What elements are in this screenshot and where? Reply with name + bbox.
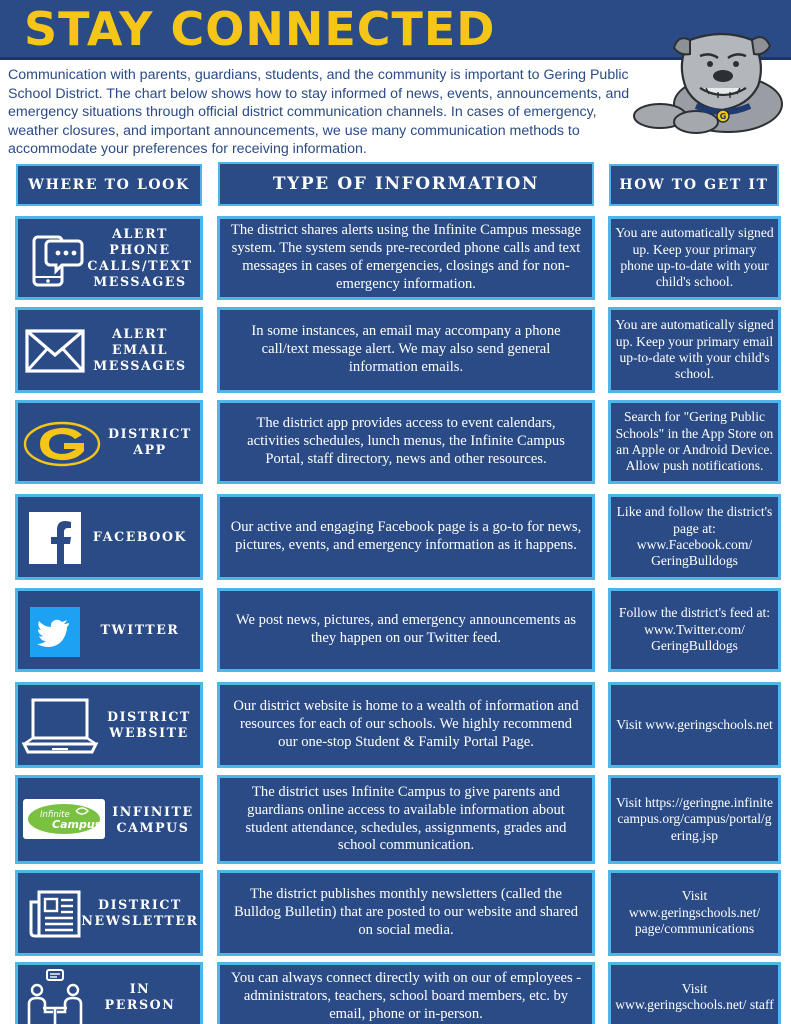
info-description: The district uses Infinite Campus to give parents and guardians online access to available information about student attendance, schedules, assignments, grades and school communication.: [217, 775, 595, 864]
channel-label: ALERT PHONE CALLS/TEXT MESSAGES: [87, 226, 193, 289]
info-description: In some instances, an email may accompany a phone call/text message alert. We may also send general information emails.: [217, 307, 595, 393]
intro-paragraph: Communication with parents, guardians, students, and the community is important to Gering Public School District. The chart below shows how to stay informed of news, events, announcements, and emergency situations through official district communication channels. In cases of emergency, weather closures, and important announcements, we use many communication methods to accommodate your preferences for receiving information.: [8, 67, 630, 158]
channel-label: INFINITE CAMPUS: [112, 803, 194, 835]
svg-text:G: G: [719, 112, 727, 121]
twitter-icon: [24, 601, 86, 663]
channel-infinite-campus: [15, 775, 203, 864]
info-description: We post news, pictures, and emergency announcements as they happen on our Twitter feed.: [217, 588, 595, 672]
channel-label: DISTRICT APP: [108, 426, 192, 457]
channel-alert-email: [15, 307, 203, 393]
laptop-icon: [20, 695, 100, 757]
envelope-icon: [24, 320, 86, 382]
svg-text:Infinite: Infinite: [40, 810, 70, 820]
column-header-how: HOW TO GET IT: [609, 164, 779, 206]
how-to-get-it: You are automatically signed up. Keep your primary phone up-to-date with your child's school.: [608, 216, 781, 300]
bulldog-mascot-icon: [630, 26, 786, 138]
column-header-type: TYPE OF INFORMATION: [218, 162, 594, 206]
how-to-get-it: Visit www.geringschools.net: [608, 682, 781, 768]
page-title: STAY CONNECTED: [24, 2, 496, 56]
svg-text:Campus: Campus: [52, 818, 102, 831]
info-description: The district app provides access to event calendars, activities schedules, lunch menus, the Infinite Campus Portal, staff directory, news and other resources.: [217, 400, 595, 484]
meeting-people-icon: [24, 965, 86, 1024]
channel-district-newsletter: [15, 870, 203, 956]
how-to-get-it: Follow the district's feed at: www.Twitter.com/ GeringBulldogs: [608, 588, 781, 672]
channel-alert-phone: [15, 216, 203, 300]
channel-label: TWITTER: [100, 622, 180, 637]
channel-label: FACEBOOK: [92, 529, 188, 544]
newspaper-icon: [24, 883, 86, 945]
channel-label: IN PERSON: [104, 981, 176, 1012]
channel-twitter: [15, 588, 203, 672]
channel-label: ALERT EMAIL MESSAGES: [93, 326, 187, 373]
channel-label: DISTRICT NEWSLETTER: [81, 897, 199, 928]
channel-label: DISTRICT WEBSITE: [107, 709, 191, 740]
channel-facebook: [15, 494, 203, 580]
how-to-get-it: Like and follow the district's page at: www.Facebook.com/ GeringBulldogs: [608, 494, 781, 580]
channel-district-app: [15, 400, 203, 484]
channel-district-website: [15, 682, 203, 768]
how-to-get-it: Visit https://geringne.infinitecampus.org/campus/portal/gering.jsp: [608, 775, 781, 864]
facebook-icon: [24, 507, 86, 569]
how-to-get-it: You are automatically signed up. Keep your primary email up-to-date with your child's school.: [608, 307, 781, 393]
how-to-get-it: Visit www.geringschools.net/ page/communications: [608, 870, 781, 956]
info-description: The district publishes monthly newsletters (called the Bulldog Bulletin) that are posted to our website and shared on social media.: [217, 870, 595, 956]
how-to-get-it: Visit www.geringschools.net/ staff: [608, 962, 781, 1024]
column-header-where: WHERE TO LOOK: [16, 164, 202, 206]
phone-message-icon: [24, 229, 86, 291]
how-to-get-it: Search for "Gering Public Schools" in the App Store on an Apple or Android Device. Allow push notifications.: [608, 400, 781, 484]
info-description: The district shares alerts using the Infinite Campus message system. The system sends pre-recorded phone calls and text messages in cases of emergencies, closings and for non-emergency information.: [217, 216, 595, 300]
info-description: You can always connect directly with on our of employees - administrators, teachers, school board members, etc. by email, phone or in-person.: [217, 962, 595, 1024]
channel-in-person: [15, 962, 203, 1024]
info-description: Our district website is home to a wealth of information and resources for each of our schools. We highly recommend our one-stop Student & Family Portal Page.: [217, 682, 595, 768]
info-description: Our active and engaging Facebook page is a go-to for news, pictures, events, and emergency information as it happens.: [217, 494, 595, 580]
infinite-campus-logo-icon: [22, 788, 106, 850]
gering-g-logo-icon: [22, 413, 102, 475]
